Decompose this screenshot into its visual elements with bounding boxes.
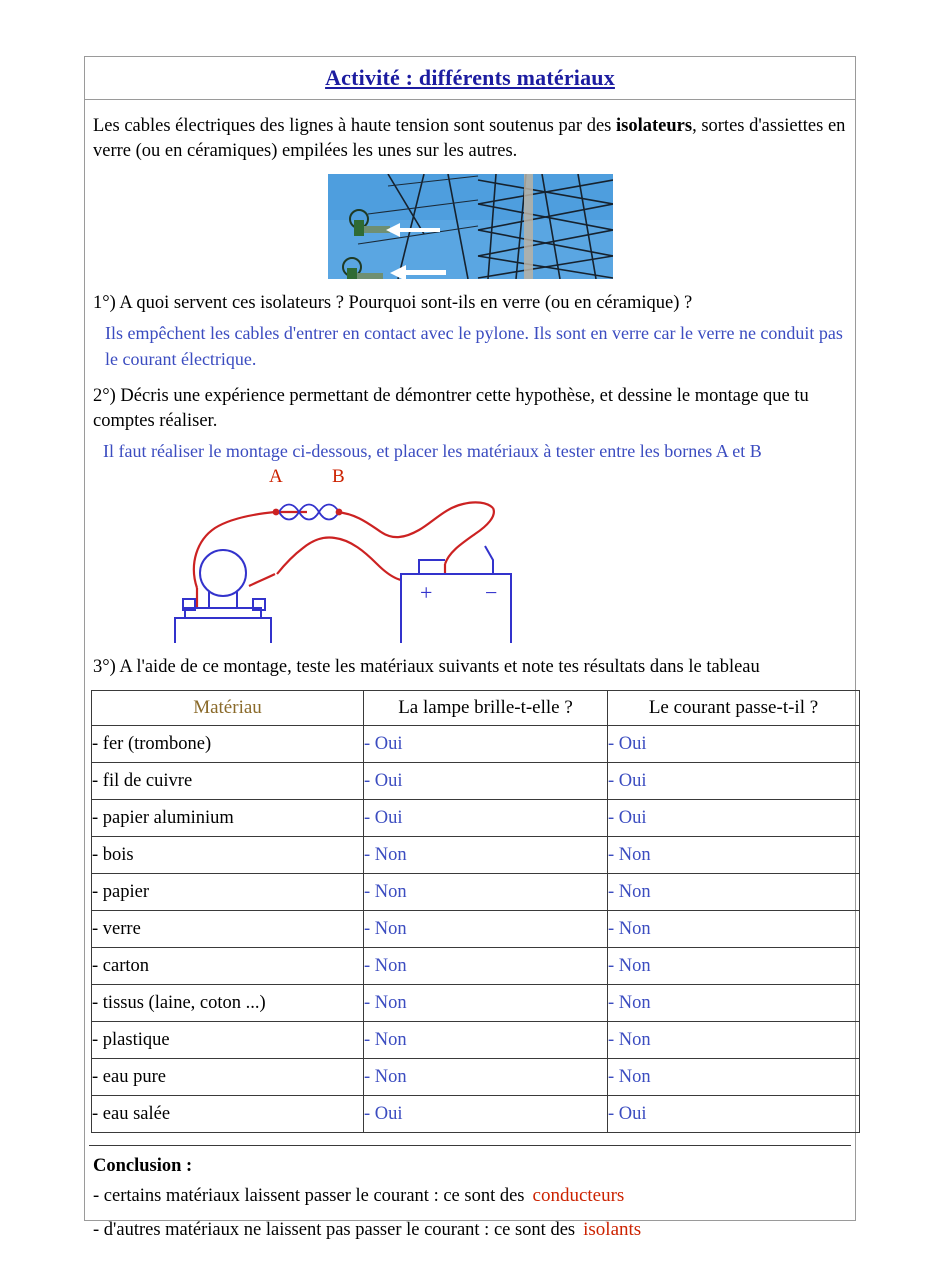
cell-lamp: - Non: [364, 874, 608, 911]
cell-current: - Non: [608, 911, 860, 948]
cell-current: - Non: [608, 837, 860, 874]
question-2-text: 2°) Décris une expérience permettant de démontrer cette hypothèse, et dessine le montage que tu comptes réaliser.: [93, 385, 809, 431]
cell-lamp: - Oui: [364, 1096, 608, 1133]
table-row: [92, 800, 860, 837]
cell-lamp: - Oui: [364, 726, 608, 763]
cell-current: - Oui: [608, 726, 860, 763]
title-block: [85, 57, 855, 100]
conclusion-line-1-highlight: conducteurs: [532, 1185, 625, 1207]
cell-current-value: Non: [618, 844, 651, 865]
intro-paragraph: Les cables électriques des lignes à haute tension sont soutenus par des isolateurs, sortes d'assiettes en verre (ou en céramiques) empilées les unes sur les autres.: [93, 116, 846, 161]
cell-current-value: Oui: [618, 733, 647, 754]
cell-current-value: Oui: [618, 807, 647, 828]
circuit-diagram-graphic: [89, 468, 849, 643]
intro-bold-term: isolateurs: [616, 116, 693, 136]
question-1-text: 1°) A quoi servent ces isolateurs ? Pourquoi sont-ils en verre (ou en céramique) ?: [93, 292, 693, 313]
cell-material: - eau salée: [92, 1096, 364, 1133]
cell-lamp-value: Non: [374, 918, 407, 939]
cell-current: - Non: [608, 985, 860, 1022]
document-body: [85, 100, 855, 1261]
conclusion-line-1: [93, 1185, 847, 1207]
cell-lamp-value: Non: [374, 955, 407, 976]
table-row: [92, 1022, 860, 1059]
column-header-material: Matériau: [92, 691, 364, 726]
cell-current-value: Non: [618, 918, 651, 939]
circuit-diagram: [89, 468, 849, 643]
page-title: Activité : différents matériaux: [325, 65, 615, 90]
cell-lamp-value: Non: [374, 844, 407, 865]
table-row: [92, 911, 860, 948]
cell-current-value: Oui: [618, 770, 647, 791]
cell-material: - fil de cuivre: [92, 763, 364, 800]
cell-lamp: - Non: [364, 985, 608, 1022]
cell-current: - Non: [608, 1022, 860, 1059]
conclusion-line-1-text: - certains matériaux laissent passer le courant : ce sont des: [93, 1186, 525, 1207]
table-row: [92, 948, 860, 985]
cell-current: - Oui: [608, 763, 860, 800]
battery-plus-label: +: [420, 580, 433, 606]
conclusion-line-2-text: - d'autres matériaux ne laissent pas passer le courant : ce sont des: [93, 1220, 576, 1241]
cell-current: - Non: [608, 948, 860, 985]
cell-material: - tissus (laine, coton ...): [92, 985, 364, 1022]
answer-2-text: Il faut réaliser le montage ci-dessous, et placer les matériaux à tester entre les bornes A et B: [103, 441, 762, 462]
conclusion-section: [89, 1145, 851, 1261]
cell-lamp: - Oui: [364, 763, 608, 800]
cell-lamp-value: Oui: [374, 807, 403, 828]
table-row: [92, 985, 860, 1022]
cell-current: - Non: [608, 874, 860, 911]
results-table: [91, 690, 860, 1133]
cell-material: - papier aluminium: [92, 800, 364, 837]
table-row: [92, 726, 860, 763]
cell-current: - Oui: [608, 1096, 860, 1133]
pylon-photo-graphic: [328, 174, 613, 279]
table-row: [92, 874, 860, 911]
cell-lamp-value: Non: [374, 992, 407, 1013]
table-row: [92, 837, 860, 874]
cell-lamp: - Non: [364, 948, 608, 985]
cell-material: - fer (trombone): [92, 726, 364, 763]
answer-1-text: Ils empêchent les cables d'entrer en contact avec le pylone. Ils sont en verre car le verre ne conduit pas le courant électrique.: [105, 323, 843, 369]
cell-material: - carton: [92, 948, 364, 985]
cell-lamp: - Non: [364, 911, 608, 948]
terminal-a-label: A: [269, 466, 283, 488]
table-row: [92, 763, 860, 800]
battery-minus-label: −: [485, 580, 498, 606]
cell-lamp: - Non: [364, 1022, 608, 1059]
results-table-wrapper: [89, 690, 851, 1133]
question-3-text: 3°) A l'aide de ce montage, teste les matériaux suivants et note tes résultats dans le tableau: [93, 657, 760, 678]
cell-current: - Oui: [608, 800, 860, 837]
column-header-current: Le courant passe-t-il ?: [608, 691, 860, 726]
cell-material: - bois: [92, 837, 364, 874]
cell-material: - plastique: [92, 1022, 364, 1059]
pylon-insulators-photo: [328, 174, 613, 279]
cell-current-value: Non: [618, 992, 651, 1013]
cell-lamp: - Non: [364, 1059, 608, 1096]
cell-current-value: Non: [618, 1029, 651, 1050]
cell-material: - eau pure: [92, 1059, 364, 1096]
cell-lamp-value: Non: [374, 1066, 407, 1087]
document-page: [84, 56, 856, 1241]
cell-lamp-value: Oui: [374, 733, 403, 754]
table-row: [92, 1059, 860, 1096]
cell-current-value: Non: [618, 955, 651, 976]
table-header-row: [92, 691, 860, 726]
conclusion-line-2: [93, 1219, 847, 1241]
cell-lamp: - Non: [364, 837, 608, 874]
cell-current-value: Oui: [618, 1103, 647, 1124]
conclusion-title: Conclusion :: [93, 1156, 193, 1177]
cell-lamp-value: Oui: [374, 1103, 403, 1124]
cell-current-value: Non: [618, 881, 651, 902]
cell-material: - papier: [92, 874, 364, 911]
cell-material: - verre: [92, 911, 364, 948]
cell-current: - Non: [608, 1059, 860, 1096]
terminal-b-label: B: [332, 466, 345, 488]
cell-lamp-value: Oui: [374, 770, 403, 791]
conclusion-line-2-highlight: isolants: [583, 1219, 642, 1241]
table-row: [92, 1096, 860, 1133]
cell-lamp-value: Non: [374, 1029, 407, 1050]
cell-current-value: Non: [618, 1066, 651, 1087]
cell-lamp-value: Non: [374, 881, 407, 902]
cell-lamp: - Oui: [364, 800, 608, 837]
column-header-lamp: La lampe brille-t-elle ?: [364, 691, 608, 726]
